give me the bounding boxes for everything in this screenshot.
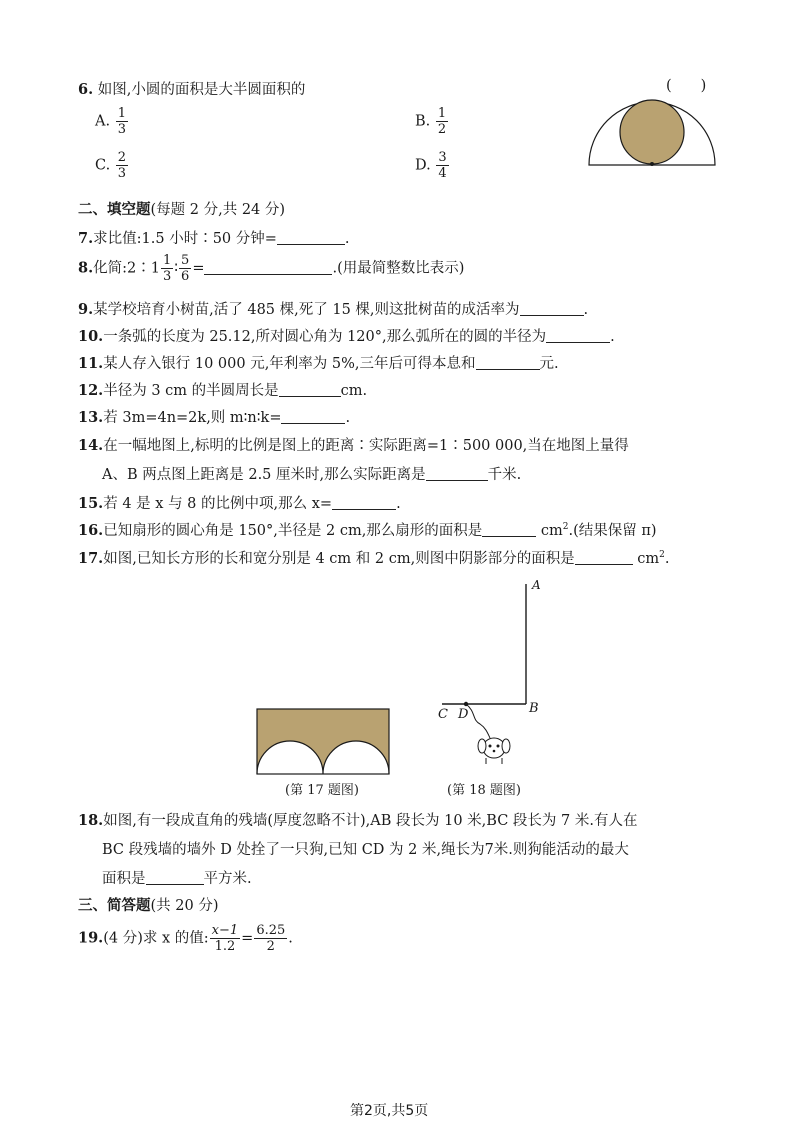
question-text-end: cm. <box>340 383 368 399</box>
question-number: 7. <box>78 230 94 247</box>
question-text-end: 元. <box>539 356 559 372</box>
question-number: 6. <box>78 81 94 98</box>
question-16 <box>78 519 657 540</box>
question-text: 如图,有一段成直角的残墙(厚度忽略不计),AB 段长为 10 米,BC 段长为 7 米.有人在 <box>103 813 638 829</box>
question-text-end: . <box>288 930 293 947</box>
answer-blank[interactable] <box>281 422 345 424</box>
section-note: (每题 2 分,共 24 分) <box>150 202 286 218</box>
question-number: 10. <box>78 328 104 345</box>
option-fraction: $\frac{2}{3}$ <box>117 150 127 181</box>
question-number: 15. <box>78 495 104 512</box>
question-number: 17. <box>78 550 104 567</box>
label-d: D <box>458 707 469 722</box>
question-number: 11. <box>78 355 104 372</box>
question-text-end: . <box>345 410 351 426</box>
question-text-end: . <box>396 496 401 512</box>
question-text-end: . <box>664 551 670 567</box>
question-text-end: 千米. <box>487 467 522 483</box>
section-3-heading <box>78 894 218 915</box>
question-text-end: . <box>344 231 350 247</box>
question-text: (4 分)求 x 的值: <box>103 930 209 947</box>
question-text: 若 4 是 x 与 8 的比例中项,那么 x= <box>103 496 333 512</box>
answer-paren: ( ) <box>666 78 707 94</box>
equals-sign: = <box>241 930 254 947</box>
question-12 <box>78 379 367 400</box>
ratio-sign: ∶ <box>174 260 179 277</box>
option-fraction: $\frac{1}{3}$ <box>117 106 126 137</box>
question-11 <box>78 352 559 373</box>
section-note: (共 20 分) <box>150 898 219 914</box>
question-8 <box>78 253 464 284</box>
question-text: 在一幅地图上,标明的比例是图上的距离∶实际距离=1∶500 000,当在地图上量得 <box>103 438 629 454</box>
option-c <box>95 150 129 181</box>
answer-blank[interactable] <box>277 243 345 245</box>
answer-blank[interactable] <box>546 341 610 343</box>
answer-blank[interactable] <box>476 368 540 370</box>
equals-sign: = <box>192 260 205 277</box>
leash-rope <box>466 704 490 738</box>
question-text-end: .(结果保留 π) <box>568 523 657 539</box>
page-footer: 第2页,共5页 <box>350 1103 429 1119</box>
figure-17-caption: (第 17 题图) <box>285 783 359 798</box>
unit: cm <box>540 523 563 539</box>
figure-18-wall <box>434 578 554 768</box>
question-15 <box>78 492 401 513</box>
question-text: 一条弧的长度为 25.12,所对圆心角为 120°,那么弧所在的圆的半径为 <box>103 329 547 345</box>
answer-blank[interactable] <box>332 508 396 510</box>
option-label: C. <box>95 157 111 174</box>
unit-exponent: 2 <box>562 522 569 532</box>
question-14 <box>78 434 629 455</box>
question-text: 已知扇形的圆心角是 150°,半径是 2 cm,那么扇形的面积是 <box>103 523 483 539</box>
unit: cm <box>637 551 660 567</box>
question-number: 9. <box>78 301 94 318</box>
option-fraction: $\frac{3}{4}$ <box>438 150 447 181</box>
question-18 <box>78 809 637 830</box>
question-13 <box>78 406 350 427</box>
question-6 <box>78 78 305 99</box>
answer-blank[interactable] <box>426 479 488 481</box>
fraction-left: $\frac{x-1}{1.2}$ <box>211 923 239 954</box>
label-b: B <box>529 701 539 716</box>
option-fraction: $\frac{1}{2}$ <box>437 106 447 137</box>
answer-blank[interactable] <box>146 883 204 885</box>
question-text-end: . <box>610 329 615 345</box>
answer-blank[interactable] <box>575 563 633 565</box>
question-14-line2 <box>102 463 521 484</box>
question-9 <box>78 298 588 319</box>
question-text: 如图,已知长方形的长和宽分别是 4 cm 和 2 cm,则图中阴影部分的面积是 <box>103 551 575 567</box>
question-18-line3 <box>102 867 252 888</box>
question-18-line2: BC 段残墙的墙外 D 处拴了一只狗,已知 CD 为 2 米,绳长为7米.则狗能活动的最大 <box>102 842 629 858</box>
section-2-heading <box>78 198 285 219</box>
question-text: 某人存入银行 10 000 元,年利率为 5%,三年后可得本息和 <box>103 356 476 372</box>
unit-exponent: 2 <box>659 550 665 560</box>
option-b <box>415 106 449 137</box>
question-number: 18. <box>78 812 104 829</box>
question-text: 化简:2∶1 <box>93 260 160 277</box>
section-title: 三、简答题 <box>78 897 151 914</box>
question-17 <box>78 547 670 568</box>
label-a: A <box>532 578 541 592</box>
option-label: D. <box>415 157 431 174</box>
shaded-region <box>257 709 389 774</box>
figure-17-rectangle <box>256 708 390 776</box>
tangent-point <box>650 162 654 166</box>
answer-blank[interactable] <box>520 314 584 316</box>
question-text: 面积是 <box>102 871 146 887</box>
question-text-end: . <box>583 302 589 318</box>
semicircle-figure <box>585 88 720 168</box>
option-label: A. <box>95 113 111 130</box>
label-c: C <box>438 707 448 722</box>
answer-blank[interactable] <box>279 395 341 397</box>
question-text-end: .(用最简整数比表示) <box>332 260 465 277</box>
fraction: $\frac{5}{6}$ <box>181 253 190 284</box>
mixed-fraction: $\frac{1}{3}$ <box>162 253 172 284</box>
option-a <box>95 106 129 137</box>
section-title: 二、填空题 <box>78 201 151 218</box>
question-number: 19. <box>78 929 104 947</box>
small-circle <box>620 100 684 164</box>
question-19 <box>78 923 293 954</box>
dog-icon <box>478 738 510 764</box>
question-text: A、B 两点图上距离是 2.5 厘米时,那么实际距离是 <box>102 467 426 483</box>
answer-blank[interactable] <box>204 273 332 275</box>
question-text: 某学校培育小树苗,活了 485 棵,死了 15 棵,则这批树苗的成活率为 <box>93 302 520 318</box>
question-number: 16. <box>78 522 104 539</box>
question-text: 求比值:1.5 小时∶50 分钟= <box>93 231 277 247</box>
question-number: 14. <box>78 437 104 454</box>
question-number: 13. <box>78 409 104 426</box>
question-10 <box>78 325 615 346</box>
option-label: B. <box>415 113 431 130</box>
question-text: 半径为 3 cm 的半圆周长是 <box>103 383 279 399</box>
question-number: 12. <box>78 382 104 399</box>
question-text-end: 平方米. <box>203 871 252 887</box>
figure-18-caption: (第 18 题图) <box>447 783 521 798</box>
question-text: 如图,小圆的面积是大半圆面积的 <box>97 82 306 98</box>
question-number: 8. <box>78 259 94 277</box>
question-text: 若 3m=4n=2k,则 m∶n∶k= <box>103 410 282 426</box>
option-d <box>415 150 450 181</box>
fraction-right: $\frac{6.25}{2}$ <box>256 923 286 954</box>
answer-blank[interactable] <box>482 535 536 537</box>
question-7 <box>78 227 350 248</box>
